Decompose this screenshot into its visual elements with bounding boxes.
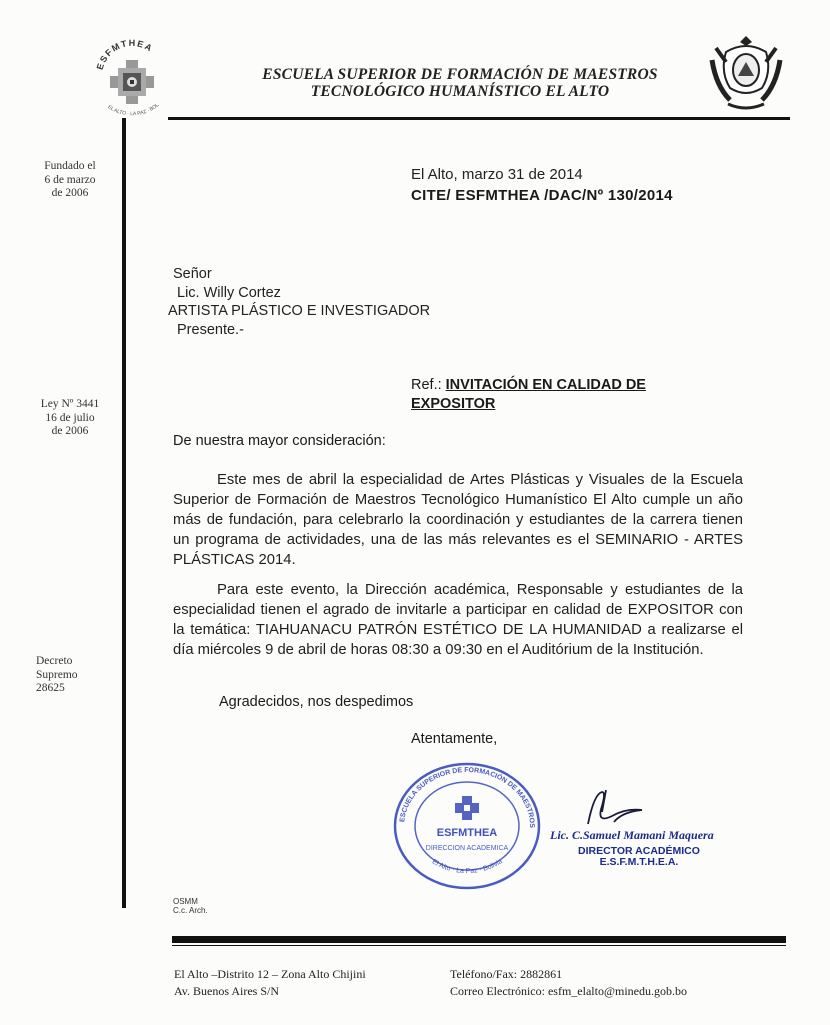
- institution-stamp: [392, 760, 542, 892]
- svg-text:El Alto · La Paz · Bolivia: El Alto · La Paz · Bolivia: [430, 858, 504, 876]
- founded-note: Fundado el 6 de marzo de 2006: [44, 160, 96, 199]
- footer-divider: [172, 936, 786, 947]
- institution-title-line2: TECNOLÓGICO HUMANÍSTICO EL ALTO: [310, 83, 610, 100]
- svg-text:ESFMTHEA: ESFMTHEA: [94, 37, 155, 71]
- header-divider: [168, 117, 790, 120]
- stamp-center-name: ESFMTHEA: [436, 827, 498, 839]
- recipient-salutation: Señor: [173, 266, 212, 282]
- institution-logo: [92, 36, 172, 120]
- letter-cite: CITE/ ESFMTHEA /DAC/Nº 130/2014: [411, 187, 673, 204]
- paragraph-2-text: Para este evento, la Dirección académica, Responsable y estudiantes de la especialidad tienen el agrado de invitarle a participar en calidad de EXPOSITOR con la temática: TIAHUANACU PATRÓN ESTÉTICO DE LA HUMANIDAD a realizarse el día miércoles 9 de abril de horas 08:30 a 09:30 en el Auditórium de la Institución.: [173, 582, 743, 658]
- footer-contact: [450, 966, 687, 1000]
- reference-title: INVITACIÓN EN CALIDAD DE: [445, 377, 646, 393]
- svg-text:EL ALTO · LA PAZ · BOLIVIA: EL ALTO · LA PAZ · BOL: [106, 102, 161, 118]
- signatory-name: Lic. C.Samuel Mamani Maquera: [550, 828, 714, 842]
- recipient-title: ARTISTA PLÁSTICO E INVESTIGADOR: [168, 303, 431, 319]
- reference-title-cont: EXPOSITOR: [411, 396, 496, 412]
- body-paragraph-1: [173, 470, 743, 570]
- signatory-title: [578, 846, 700, 868]
- margin-rule: [122, 118, 126, 908]
- law-note: Ley Nº 3441 16 de julio de 2006: [40, 398, 100, 437]
- signatory-title-line1: DIRECTOR ACADÉMICO: [578, 845, 700, 857]
- closing-line: Agradecidos, nos despedimos: [219, 694, 414, 710]
- reference-label: Ref.:: [411, 377, 446, 393]
- decree-note: Decreto Supremo 28625: [36, 655, 78, 694]
- footer-email: Correo Electrónico: esfm_elalto@minedu.gob.bo: [450, 984, 687, 998]
- stamp-center-line: DIRECCION ACADEMICA: [425, 845, 509, 852]
- body-paragraph-2: [173, 580, 743, 660]
- institution-title: [200, 66, 720, 100]
- recipient-presente: Presente.-: [177, 322, 244, 338]
- recipient-name: Lic. Willy Cortez: [177, 285, 281, 301]
- initials-line1: OSMM: [173, 897, 198, 906]
- reference-line: [411, 377, 646, 393]
- initials-line2: C.c. Arch.: [173, 906, 208, 915]
- footer-phone: Teléfono/Fax: 2882861: [450, 967, 563, 981]
- institution-title-line1: ESCUELA SUPERIOR DE FORMACIÓN DE MAESTROS: [262, 66, 658, 83]
- svg-text:ESCUELA SUPERIOR DE FORMACIÓN: ESCUELA SUPERIOR DE FORMACIÓN DE MAESTROS: [399, 766, 536, 828]
- letter-date: El Alto, marzo 31 de 2014: [411, 166, 583, 183]
- signatory-title-line2: E.S.F.M.T.H.E.A.: [599, 856, 679, 868]
- footer-address-line1: El Alto –Distrito 12 – Zona Alto Chijini: [174, 967, 366, 981]
- sign-off: Atentamente,: [411, 731, 498, 747]
- reference-initials: [173, 897, 208, 915]
- greeting: De nuestra mayor consideración:: [173, 433, 386, 449]
- bolivia-coat-of-arms: [706, 30, 786, 114]
- paragraph-1-text: Este mes de abril la especialidad de Artes Plásticas y Visuales de la Escuela Superior de Formación de Maestros Tecnológico Humanístico El Alto cumple un año más de fundación, para celebrarlo la coordinación y estudiantes de la carrera tienen un programa de actividades, una de las más relevantes es el SEMINARIO - ARTES PLÁSTICAS 2014.: [173, 472, 743, 568]
- footer-address: [174, 966, 366, 1000]
- footer-address-line2: Av. Buenos Aires S/N: [174, 984, 279, 998]
